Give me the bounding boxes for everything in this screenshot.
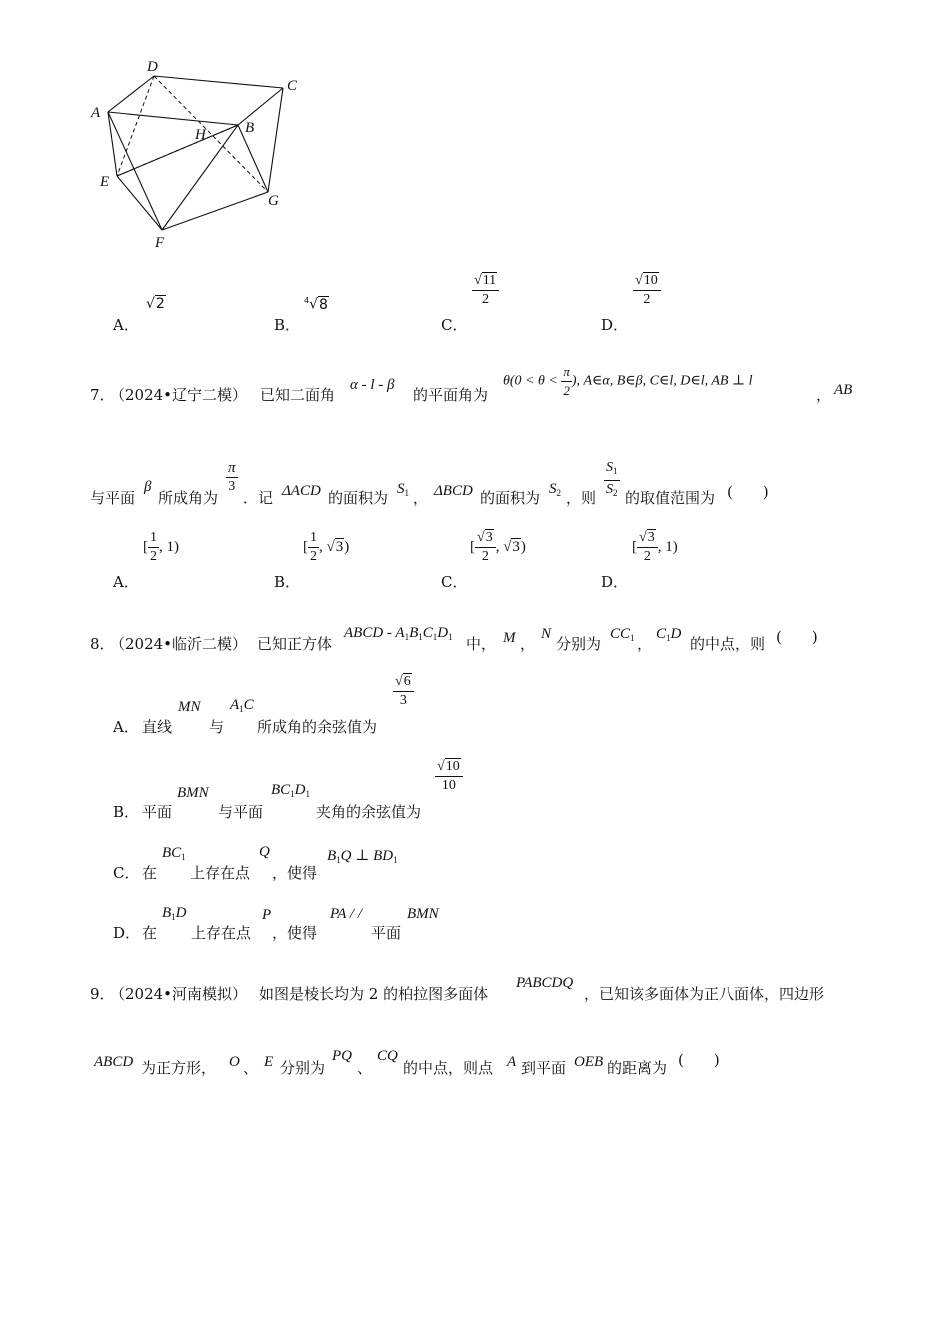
q8-option-b-part-2: BMN — [177, 785, 209, 801]
label-A: A — [91, 105, 101, 121]
q8-c1d: $C_1D$ — [656, 626, 682, 643]
q7-ab: AB — [834, 382, 853, 398]
label-H: H — [195, 127, 206, 143]
q8-option-b-part-5: 夹角的余弦值为 — [316, 803, 422, 821]
label-D: D — [147, 59, 158, 75]
q8-cube: ABCD - $A_1B_1C_1D_1$ — [344, 625, 453, 642]
q7-pi3: $\frac{\pi}{3}$ — [228, 460, 236, 494]
label-E: E — [100, 174, 110, 190]
label-G: G — [268, 193, 279, 209]
q8-text-4: 的中点，则 — [690, 635, 766, 653]
q8-option-d-part-6: PA / / — [330, 906, 362, 922]
q7-option-b-letter[interactable]: B． — [274, 573, 301, 591]
q8-number: 8． — [90, 635, 115, 653]
q9-answer-paren[interactable]: ( ) — [678, 1051, 720, 1069]
q6-option-d-letter[interactable]: D． — [601, 316, 629, 334]
q9-number: 9． — [90, 985, 115, 1003]
q8-option-b-part-3: 与平面 — [218, 803, 264, 821]
q7-option-c-value: [ $\frac{√3}{2}$ , √3) — [470, 530, 526, 564]
q7-line2-8: 的取值范围为 — [625, 489, 716, 507]
q8-option-d-part-1: 在 — [142, 924, 158, 942]
q7-condition: θ(0 < θ < $\frac{\pi}{2}$ ), A∈α, B∈β, C∈l, D∈l, AB ⊥ l — [503, 364, 753, 398]
q8-option-b-letter[interactable]: B． — [113, 803, 140, 821]
q8-option-d-part-8: BMN — [407, 906, 439, 922]
q9-abcd: ABCD — [94, 1054, 134, 1070]
q9-sep2: 、 — [357, 1059, 373, 1077]
q8-option-d-part-4: P — [262, 907, 272, 923]
q9-e: E — [264, 1054, 274, 1070]
q9-text-1: 如图是棱长均为 2 的柏拉图多面体 — [259, 985, 489, 1003]
q9-text-3: 为正方形， — [141, 1059, 217, 1077]
q8-option-d-part-2: $B_1D$ — [162, 905, 187, 922]
label-B: B — [245, 120, 255, 136]
q8-option-c-part-1: 在 — [142, 864, 158, 882]
q9-text-4: 分别为 — [280, 1059, 326, 1077]
q7-beta: β — [144, 479, 152, 495]
q9-text-5: 的中点，则点 — [403, 1059, 494, 1077]
q7-source: （2024•辽宁二模） — [110, 386, 248, 404]
q8-source: （2024•临沂二模） — [110, 635, 248, 653]
q6-option-b-letter[interactable]: B． — [274, 316, 301, 334]
q6-option-c-value: $\frac{√11}{2}$ — [472, 272, 499, 309]
q7-ratio: $\frac{S_1}{S_2}$ — [606, 460, 618, 498]
q6-option-a-value: √2 — [146, 296, 165, 312]
q8-answer-paren[interactable]: ( ) — [776, 628, 818, 646]
q7-option-b-value: [ $\frac{1}{2}$ , √3) — [303, 530, 350, 564]
q7-option-d-letter[interactable]: D． — [601, 573, 629, 591]
q8-option-d-part-7: 平面 — [371, 924, 402, 942]
q8-text-1: 已知正方体 — [257, 635, 333, 653]
q8-option-a-part-1: 直线 — [142, 718, 173, 736]
q7-number: 7． — [90, 386, 115, 404]
q8-option-a-part-2: MN — [178, 699, 201, 715]
q9-source: （2024•河南模拟） — [110, 985, 248, 1003]
q7-option-d-value: [ $\frac{√3}{2}$ , 1) — [632, 530, 678, 564]
q8-option-c-part-2: $BC_1$ — [162, 845, 186, 862]
q8-sep2: ， — [637, 635, 653, 653]
q9-o: O — [229, 1054, 240, 1070]
q8-option-a-part-5: 所成角的余弦值为 — [257, 718, 378, 736]
q7-option-c-letter[interactable]: C． — [441, 573, 468, 591]
q7-answer-paren[interactable]: ( ) — [727, 483, 769, 501]
q9-poly: PABCDQ — [516, 975, 574, 991]
q8-text-2: 中， — [466, 635, 497, 653]
q7-option-a-letter[interactable]: A． — [113, 573, 139, 591]
q8-option-a-part-4: $A_1C$ — [230, 697, 254, 714]
q8-option-a-part-3: 与 — [209, 718, 225, 736]
q8-option-c-part-3: 上存在点 — [190, 864, 251, 882]
q8-m: M — [503, 630, 516, 646]
q7-line2-5: ， — [413, 489, 429, 507]
q8-cc1: $CC_1$ — [610, 626, 635, 643]
q9-cq: CQ — [377, 1048, 398, 1064]
q8-option-b-part-6: $\frac{√10}{10}$ — [435, 758, 463, 795]
q7-text-2: 的平面角为 — [413, 386, 489, 404]
q7-line2-7: ，则 — [566, 489, 597, 507]
q8-option-d-letter[interactable]: D． — [113, 924, 141, 942]
q8-option-c-letter[interactable]: C． — [113, 864, 140, 882]
q7-line2-3: ．记 — [243, 489, 274, 507]
q9-sep: 、 — [243, 1059, 259, 1077]
q9-text-7: 的距离为 — [607, 1059, 668, 1077]
label-C: C — [287, 78, 298, 94]
q9-text-6: 到平面 — [521, 1059, 567, 1077]
q8-option-d-part-3: 上存在点 — [191, 924, 252, 942]
q7-line2-6: 的面积为 — [480, 489, 541, 507]
label-F: F — [155, 235, 165, 251]
q8-option-a-letter[interactable]: A． — [113, 718, 139, 736]
q7-angle-expr: α - l - β — [350, 377, 395, 393]
q7-tri-bcd: ΔBCD — [434, 483, 473, 499]
q8-option-a-part-6: $\frac{√6}{3}$ — [393, 673, 414, 710]
q7-option-a-value: [ $\frac{1}{2}$ , 1) — [143, 530, 179, 564]
q7-line2-1: 与平面 — [90, 489, 136, 507]
q7-comma: ， — [816, 386, 832, 404]
q7-s1: $S_1$ — [397, 481, 409, 498]
q7-line2-2: 所成角为 — [158, 489, 219, 507]
q9-pq: PQ — [332, 1048, 352, 1064]
q8-n: N — [541, 626, 552, 642]
polyhedron-figure — [80, 50, 320, 260]
q7-s2: $S_2$ — [549, 481, 561, 498]
q8-option-c-part-5: ，使得 — [272, 864, 318, 882]
q6-option-d-value: $\frac{√10}{2}$ — [633, 272, 661, 309]
q7-tri-acd: ΔACD — [282, 483, 321, 499]
q6-option-a-letter[interactable]: A． — [113, 316, 139, 334]
q6-option-c-letter[interactable]: C． — [441, 316, 468, 334]
q8-option-b-part-4: $BC_1D_1$ — [271, 782, 311, 799]
q6-option-b-value: $^4$√8 — [304, 296, 328, 313]
q8-sep: ， — [520, 635, 536, 653]
q7-line2-4: 的面积为 — [328, 489, 389, 507]
q9-oeb: OEB — [574, 1054, 604, 1070]
q7-text-1: 已知二面角 — [260, 386, 336, 404]
q8-option-b-part-1: 平面 — [142, 803, 173, 821]
q9-text-2: ，已知该多面体为正八面体，四边形 — [584, 985, 825, 1003]
q8-option-c-part-6: $B_1Q$ ⊥ $BD_1$ — [327, 848, 398, 865]
q8-option-c-part-4: Q — [259, 844, 270, 860]
q9-a: A — [507, 1054, 517, 1070]
q8-text-3: 分别为 — [556, 635, 602, 653]
q8-option-d-part-5: ，使得 — [272, 924, 318, 942]
